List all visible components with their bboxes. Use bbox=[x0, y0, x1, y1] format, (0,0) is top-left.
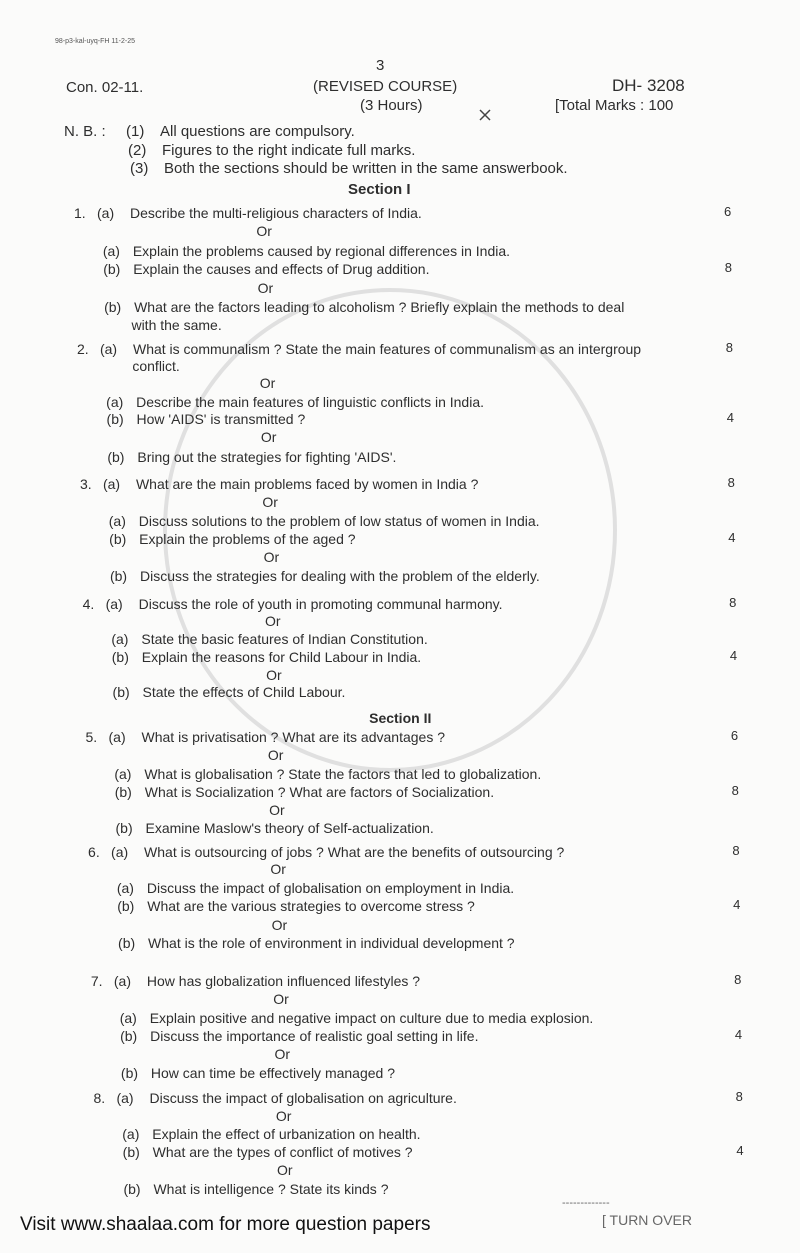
end-rule: ------------- bbox=[562, 1197, 610, 1209]
question-text: Describe the multi-religious characters of India. bbox=[130, 205, 422, 221]
or-separator: Or bbox=[277, 1162, 293, 1178]
question-text: What are the main problems faced by women in India ? bbox=[135, 476, 479, 492]
question-part: (a) bbox=[111, 631, 129, 647]
pen-mark-icon bbox=[478, 108, 492, 122]
question-marks: 4 bbox=[733, 897, 741, 912]
note-number: (3) bbox=[130, 160, 149, 177]
question-text: Describe the main features of linguistic conflicts in India. bbox=[136, 394, 484, 410]
question-text: What are the various strategies to overcome stress ? bbox=[147, 898, 475, 914]
question-part: (a) bbox=[108, 513, 126, 529]
question-part: (b) bbox=[117, 898, 135, 914]
question-part: (b) bbox=[107, 449, 125, 465]
question-text: Examine Maslow's theory of Self-actualization. bbox=[145, 820, 434, 836]
question-part: (a) bbox=[97, 205, 115, 221]
question-part: (b) bbox=[123, 1181, 141, 1197]
section-heading: Section II bbox=[369, 710, 432, 726]
note-text: Figures to the right indicate full marks. bbox=[162, 142, 416, 159]
question-number: 7. bbox=[90, 973, 103, 989]
or-separator: Or bbox=[275, 1108, 292, 1124]
question-marks: 6 bbox=[724, 204, 732, 219]
or-separator: Or bbox=[269, 802, 285, 818]
or-separator: Or bbox=[274, 1046, 291, 1062]
question-text: Explain positive and negative impact on culture due to media explosion. bbox=[149, 1010, 594, 1026]
question-text: How can time be effectively managed ? bbox=[150, 1065, 396, 1081]
question-number: 4. bbox=[82, 596, 95, 612]
question-text: State the basic features of Indian Constitution. bbox=[141, 631, 428, 647]
question-text: What are the factors leading to alcoholism ? Briefly explain the methods to deal bbox=[134, 299, 625, 315]
or-separator: Or bbox=[273, 991, 289, 1007]
question-part: (b) bbox=[118, 935, 136, 951]
question-part: (a) bbox=[122, 1126, 140, 1142]
question-part: (b) bbox=[106, 411, 124, 427]
or-separator: Or bbox=[270, 861, 286, 877]
or-separator: Or bbox=[259, 375, 276, 391]
question-number: 6. bbox=[88, 844, 100, 860]
question-part: (b) bbox=[120, 1028, 138, 1044]
question-part: (b) bbox=[109, 531, 127, 547]
or-separator: Or bbox=[267, 747, 284, 763]
question-text: Discuss solutions to the problem of low status of women in India. bbox=[138, 513, 540, 529]
question-number: 3. bbox=[79, 476, 92, 492]
question-marks: 4 bbox=[729, 648, 738, 663]
question-number: 8. bbox=[93, 1090, 106, 1106]
or-separator: Or bbox=[262, 494, 278, 510]
question-part: (b) bbox=[104, 299, 122, 315]
question-text: What are the types of conflict of motives ? bbox=[152, 1144, 413, 1160]
question-text: Explain the problems of the aged ? bbox=[139, 531, 356, 547]
question-text: Discuss the impact of globalisation on employment in India. bbox=[146, 880, 515, 896]
section-heading: Section I bbox=[348, 181, 411, 198]
question-marks: 4 bbox=[728, 530, 736, 545]
question-part: (a) bbox=[102, 476, 121, 492]
con-number: Con. 02-11. bbox=[66, 79, 144, 96]
nb-label: N. B. : bbox=[64, 123, 106, 140]
or-separator: Or bbox=[264, 613, 281, 629]
question-text: What is intelligence ? State its kinds ? bbox=[153, 1181, 389, 1197]
or-separator: Or bbox=[263, 549, 280, 565]
question-part: (b) bbox=[122, 1144, 140, 1160]
question-part: (a) bbox=[105, 596, 123, 612]
question-marks: 8 bbox=[731, 783, 739, 798]
question-text: How has globalization influenced lifestyles ? bbox=[146, 973, 421, 989]
course-title: (REVISED COURSE) bbox=[313, 78, 458, 95]
question-marks: 8 bbox=[735, 1089, 743, 1104]
question-text: What is globalisation ? State the factors that led to globalization. bbox=[144, 766, 542, 782]
or-separator: Or bbox=[271, 917, 288, 933]
question-marks: 8 bbox=[727, 475, 735, 490]
question-number: 1. bbox=[74, 205, 86, 221]
question-text: What is Socialization ? What are factors of Socialization. bbox=[144, 784, 495, 800]
question-text: How 'AIDS' is transmitted ? bbox=[136, 411, 306, 427]
or-separator: Or bbox=[257, 280, 274, 296]
question-part: (a) bbox=[116, 880, 134, 896]
question-text: What is privatisation ? What are its advantages ? bbox=[141, 729, 445, 745]
question-marks: 4 bbox=[726, 410, 734, 425]
visit-link-text: Visit www.shaalaa.com for more question papers bbox=[20, 1214, 431, 1235]
question-marks: 8 bbox=[725, 340, 734, 355]
question-part: (a) bbox=[113, 973, 132, 989]
duration: (3 Hours) bbox=[360, 97, 423, 114]
question-text: Discuss the role of youth in promoting communal harmony. bbox=[138, 596, 503, 612]
note-text: All questions are compulsory. bbox=[160, 123, 355, 140]
question-text: conflict. bbox=[132, 358, 180, 374]
note-text: Both the sections should be written in the same answerbook. bbox=[164, 160, 568, 177]
question-part: (b) bbox=[111, 649, 129, 665]
page-number: 3 bbox=[376, 57, 385, 74]
turn-over: [ TURN OVER bbox=[602, 1212, 692, 1228]
question-part: (a) bbox=[106, 394, 124, 410]
or-separator: Or bbox=[260, 429, 277, 445]
question-text: Bring out the strategies for fighting 'AIDS'. bbox=[137, 449, 397, 465]
question-marks: 8 bbox=[729, 595, 737, 610]
question-text: Explain the reasons for Child Labour in India. bbox=[141, 649, 422, 665]
question-text: Discuss the strategies for dealing with the problem of the elderly. bbox=[139, 568, 540, 584]
question-part: (a) bbox=[116, 1090, 134, 1106]
question-text: Explain the effect of urbanization on health. bbox=[152, 1126, 421, 1142]
question-marks: 8 bbox=[734, 972, 742, 987]
or-separator: Or bbox=[256, 223, 272, 239]
paper-code: DH- 3208 bbox=[612, 76, 685, 95]
question-text: What is the role of environment in individual development ? bbox=[148, 935, 515, 951]
question-text: Explain the causes and effects of Drug addition. bbox=[133, 261, 430, 277]
question-number: 2. bbox=[76, 341, 89, 357]
note-number: (2) bbox=[128, 142, 147, 159]
question-text: Discuss the importance of realistic goal setting in life. bbox=[150, 1028, 479, 1044]
question-part: (a) bbox=[108, 729, 126, 745]
question-part: (b) bbox=[103, 261, 121, 277]
question-part: (b) bbox=[115, 820, 133, 836]
question-text: What is communalism ? State the main features of communalism as an intergroup bbox=[132, 341, 642, 357]
question-part: (a) bbox=[102, 243, 120, 259]
question-part: (b) bbox=[114, 784, 132, 800]
question-part: (b) bbox=[112, 684, 130, 700]
question-part: (a) bbox=[114, 766, 132, 782]
question-part: (b) bbox=[120, 1065, 139, 1081]
question-marks: 4 bbox=[736, 1143, 744, 1158]
total-marks: [Total Marks : 100 bbox=[555, 97, 674, 114]
question-text: What is outsourcing of jobs ? What are the benefits of outsourcing ? bbox=[144, 844, 565, 860]
question-marks: 8 bbox=[732, 843, 740, 858]
question-text: with the same. bbox=[131, 317, 222, 333]
question-part: (a) bbox=[99, 341, 118, 357]
question-text: State the effects of Child Labour. bbox=[142, 684, 346, 700]
question-part: (a) bbox=[119, 1010, 137, 1026]
question-marks: 8 bbox=[724, 260, 732, 275]
question-text: Explain the problems caused by regional differences in India. bbox=[132, 243, 511, 259]
or-separator: Or bbox=[266, 667, 282, 683]
question-marks: 6 bbox=[730, 728, 739, 743]
note-number: (1) bbox=[126, 123, 145, 140]
question-part: (b) bbox=[109, 568, 128, 584]
document-code: 98-p3-kal-uyq-FH 11-2-25 bbox=[55, 38, 136, 45]
question-part: (a) bbox=[111, 844, 129, 860]
question-marks: 4 bbox=[734, 1027, 743, 1042]
question-number: 5. bbox=[85, 729, 98, 745]
question-text: Discuss the impact of globalisation on agriculture. bbox=[149, 1090, 457, 1106]
